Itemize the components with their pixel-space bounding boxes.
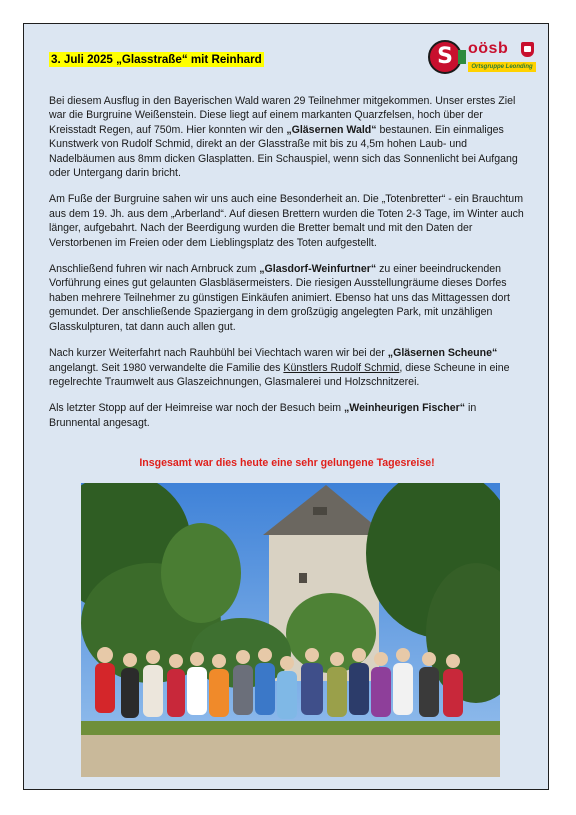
- article-body: [49, 94, 529, 442]
- bold-highlight: „Weinheurigen Fischer“: [344, 402, 466, 415]
- logo-s-emblem: [428, 40, 462, 74]
- paragraph-5: [49, 401, 529, 430]
- logo-letter: S: [437, 44, 453, 69]
- paragraph-text: in Brunnental angesagt.: [49, 402, 477, 429]
- club-logo: [428, 40, 536, 74]
- group-photo-illustration: [81, 483, 500, 777]
- closing-highlight: Insgesamt war dies heute eine sehr gelungene Tagesreise!: [139, 457, 435, 469]
- logo-subtitle: Ortsgruppe Leonding: [468, 62, 536, 72]
- paragraph-text: bestaunen. Ein einmaliges Kunstwerk von Rudolf Schmid, direkt an der Glasstraße mit bis zu 4,5m hohen Laub- und Nadelbäumen aus 8mm dicken Glasplatten. Ein Schauspiel, wenn sich das Sonnenlicht bei Aufgang oder Untergang darin bricht.: [49, 123, 518, 180]
- paragraph-1: [49, 94, 529, 180]
- logo-green-stripe: [458, 50, 466, 64]
- logo-wordmark: oösb: [468, 40, 509, 57]
- group-photo: [81, 483, 500, 777]
- page-title: 3. Juli 2025 „Glasstraße“ mit Reinhard: [51, 53, 262, 66]
- paragraph-text: Am Fuße der Burgruine sahen wir uns auch eine Besonderheit an. Die „Totenbretter“ - ein Brauchtum aus dem 19. Jh. aus dem „Arberland“. Auf diesen Brettern wurden die Toten 2-3 Tage, im Winter auch länger, aufgebahrt. Nach der Beerdigung wurden die Bretter bemalt und mit den Daten der Verstorbenen im Freien oder dem Lieblingsplatz des Toten aufgestellt.: [49, 193, 524, 249]
- paragraph-4: [49, 346, 529, 389]
- paragraph-text: Anschließend fuhren wir nach Arnbruck zum: [49, 263, 260, 276]
- paragraph-text: angelangt. Seit 1980 verwandelte die Familie des: [49, 361, 284, 374]
- paragraph-2: [49, 192, 529, 250]
- crest-icon: [521, 42, 534, 57]
- paragraph-text: Bei diesem Ausflug in den Bayerischen Wald waren 29 Teilnehmer mitgekommen. Unser erstes Ziel war die Burgruine Weißenstein. Diese liegt auf einem markanten Quarzfelsen, hoch über der Kreisstadt Regen, auf 750m. Hier konnten wir den: [49, 95, 516, 136]
- paragraph-text: Nach kurzer Weiterfahrt nach Rauhbühl bei Viechtach waren wir bei der: [49, 347, 388, 360]
- bold-highlight: „Gläsernen Wald“: [286, 123, 377, 136]
- paragraph-text: Als letzter Stopp auf der Heimreise war noch der Besuch beim: [49, 402, 344, 415]
- paragraph-text: , diese Scheune in eine regelrechte Traumwelt aus Glaszeichnungen, Glasmalerei und Holzschnitzerei.: [49, 361, 510, 388]
- bold-highlight: „Gläsernen Scheune“: [387, 347, 498, 360]
- newsletter-page: [23, 23, 549, 790]
- underlined-text: Künstlers Rudolf Schmid: [283, 361, 400, 374]
- paragraph-text: zu einer beeindruckenden Vorführung eines gut gelaunten Glasbläsermeisters. Die riesigen Ausstellungräume dieses Dorfes haben mehrere Teilnehmer zu günstigen Einkäufen animiert. Ebenso hat uns das Mittagessen dort gemundet. Der anschließende Spaziergang in dem großzügig angelegten Park, mit unzähligen Glasskulpturen, tat dann auch allen gut.: [49, 263, 510, 333]
- bold-highlight: „Glasdorf-Weinfurtner“: [259, 263, 377, 276]
- paragraph-3: [49, 262, 529, 334]
